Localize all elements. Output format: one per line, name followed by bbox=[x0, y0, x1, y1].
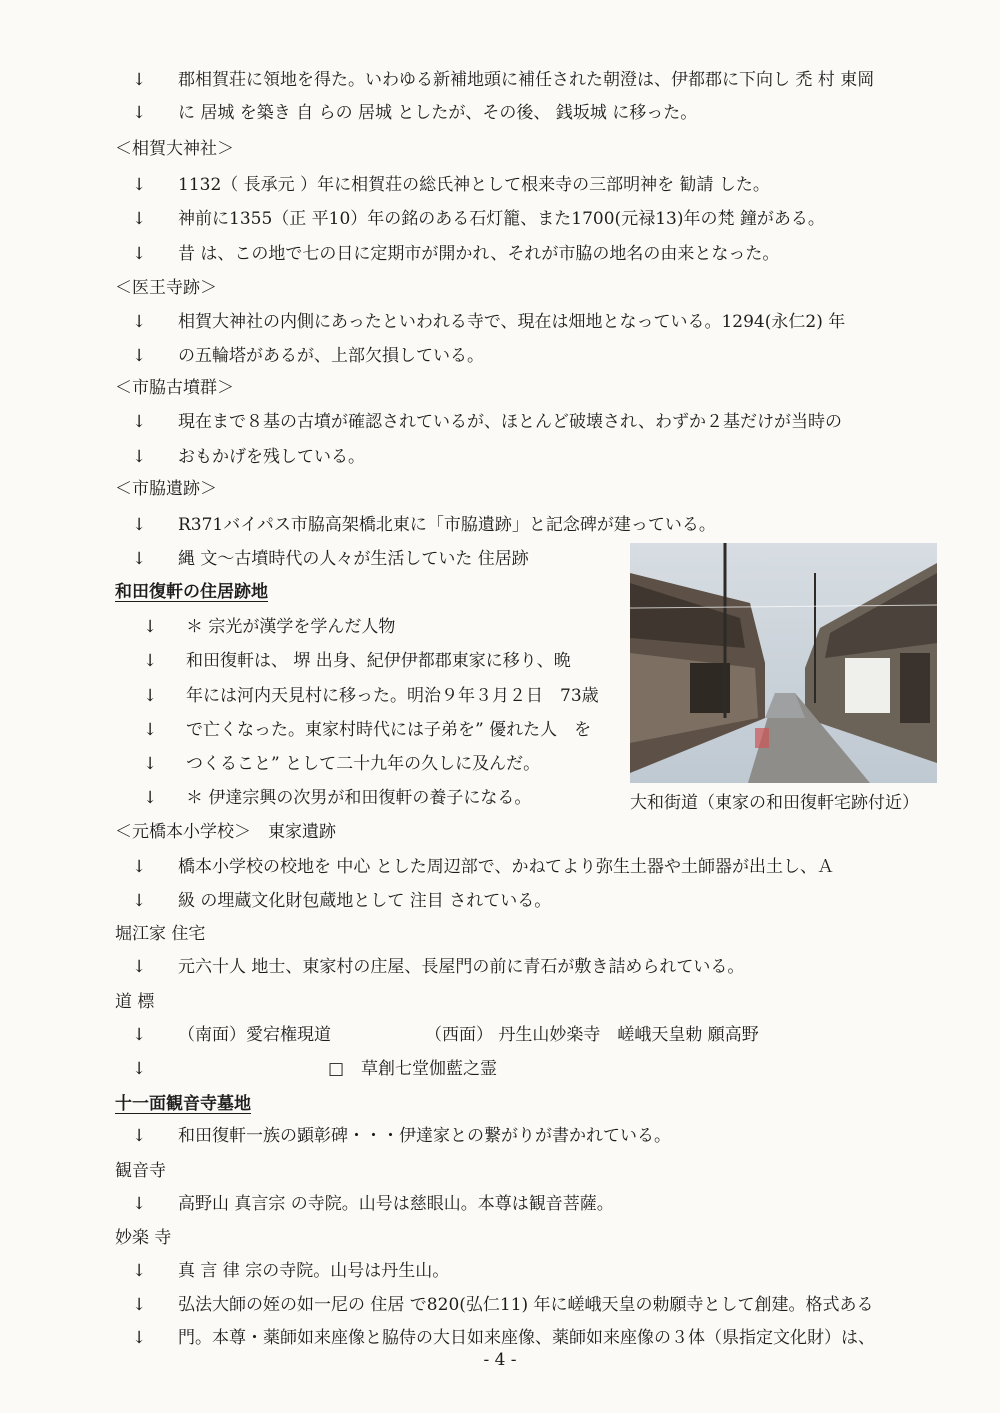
down-arrow-marker: ↓ bbox=[143, 617, 158, 637]
down-arrow-marker: ↓ bbox=[132, 957, 147, 977]
down-arrow-marker: ↓ bbox=[132, 1261, 147, 1281]
text-line bbox=[0, 64, 1000, 97]
down-arrow-marker: ↓ bbox=[132, 103, 147, 123]
text-line bbox=[0, 169, 1000, 202]
text-line bbox=[0, 1255, 1000, 1288]
line-text: 和田復軒は、 堺 出身、紀伊伊都郡東家に移り、晩 bbox=[186, 651, 571, 671]
heading-text: ＜市脇古墳群＞ bbox=[115, 378, 234, 398]
line-text-inscription: □ 草創七堂伽藍之霊 bbox=[328, 1059, 498, 1079]
down-arrow-marker: ↓ bbox=[132, 1194, 147, 1214]
down-arrow-marker: ↓ bbox=[143, 788, 158, 808]
down-arrow-marker: ↓ bbox=[132, 1328, 147, 1348]
line-text: 和田復軒一族の顕彰碑・・・伊達家との繋がりが書かれている。 bbox=[178, 1126, 671, 1146]
down-arrow-marker: ↓ bbox=[132, 70, 147, 90]
heading-text: ＜相賀大神社＞ bbox=[115, 139, 234, 159]
line-text: ＊ 伊達宗興の次男が和田復軒の養子になる。 bbox=[186, 788, 532, 808]
line-text: 神前に1355（正 平10）年の銘のある石灯籠、また1700(元禄13)年の梵 鐘がある。 bbox=[178, 209, 825, 229]
down-arrow-marker: ↓ bbox=[132, 312, 147, 332]
heading-text: ＜医王寺跡＞ bbox=[115, 278, 217, 298]
down-arrow-marker: ↓ bbox=[143, 754, 158, 774]
down-arrow-marker: ↓ bbox=[132, 549, 147, 569]
text-line bbox=[0, 406, 1000, 439]
line-text: 弘法大師の姪の如一尼の 住居 で820(弘仁11) 年に嵯峨天皇の勅願寺として創建。格式ある bbox=[178, 1295, 874, 1315]
line-text: 級 の埋蔵文化財包蔵地として 注目 されている。 bbox=[178, 891, 552, 911]
text-line bbox=[0, 340, 1000, 373]
down-arrow-marker: ↓ bbox=[132, 244, 147, 264]
line-text: に 居城 を築き 自 らの 居城 としたが、その後、 銭坂城 に移った。 bbox=[178, 103, 698, 123]
down-arrow-marker: ↓ bbox=[132, 1126, 147, 1146]
section-heading bbox=[0, 133, 1000, 166]
line-text: 真 言 律 宗の寺院。山号は丹生山。 bbox=[178, 1261, 450, 1281]
section-heading bbox=[0, 986, 1000, 1019]
down-arrow-marker: ↓ bbox=[132, 412, 147, 432]
down-arrow-marker: ↓ bbox=[132, 346, 147, 366]
down-arrow-marker: ↓ bbox=[132, 209, 147, 229]
section-heading bbox=[0, 816, 1000, 849]
heading-text: 妙楽 寺 bbox=[115, 1228, 172, 1248]
text-line bbox=[0, 1053, 1000, 1086]
down-arrow-marker: ↓ bbox=[132, 1025, 147, 1045]
line-text: つくること” として二十九年の久しに及んだ。 bbox=[186, 754, 541, 774]
down-arrow-marker: ↓ bbox=[132, 891, 147, 911]
text-line bbox=[0, 1289, 1000, 1322]
line-text: おもかげを残している。 bbox=[178, 447, 365, 467]
heading-text: ＜市脇遺跡＞ bbox=[115, 479, 217, 499]
down-arrow-marker: ↓ bbox=[132, 175, 147, 195]
text-line bbox=[0, 851, 1000, 884]
text-line bbox=[0, 509, 1000, 542]
section-heading bbox=[0, 1088, 1000, 1121]
line-text: 縄 文～古墳時代の人々が生活していた 住居跡 bbox=[178, 549, 529, 569]
text-line bbox=[0, 885, 1000, 918]
text-line bbox=[0, 238, 1000, 271]
heading-text: 十一面観音寺墓地 bbox=[115, 1094, 251, 1114]
line-text: の五輪塔があるが、上部欠損している。 bbox=[178, 346, 484, 366]
text-line bbox=[0, 203, 1000, 236]
heading-text: 道 標 bbox=[115, 992, 155, 1012]
text-line bbox=[0, 1019, 1000, 1052]
line-text: 元六十人 地士、東家村の庄屋、長屋門の前に青石が敷き詰められている。 bbox=[178, 957, 745, 977]
heading-text: 観音寺 bbox=[115, 1161, 166, 1181]
section-heading bbox=[0, 1155, 1000, 1188]
line-text: 相賀大神社の内側にあったといわれる寺で、現在は畑地となっている。1294(永仁2) 年 bbox=[178, 312, 846, 332]
down-arrow-marker: ↓ bbox=[132, 447, 147, 467]
text-line bbox=[0, 951, 1000, 984]
line-text-second: （西面） 丹生山妙楽寺 嵯峨天皇勅 願高野 bbox=[425, 1025, 759, 1045]
section-heading bbox=[0, 272, 1000, 305]
line-text: ＊ 宗光が漢学を学んだ人物 bbox=[186, 617, 396, 637]
street-photo-image bbox=[630, 543, 937, 783]
down-arrow-marker: ↓ bbox=[143, 720, 158, 740]
section-heading bbox=[0, 1222, 1000, 1255]
text-line bbox=[0, 441, 1000, 474]
line-text: 年には河内天見村に移った。明治９年３月２日 73歳 bbox=[186, 686, 599, 706]
line-text: 昔 は、この地で七の日に定期市が開かれ、それが市脇の地名の由来となった。 bbox=[178, 244, 780, 264]
section-heading bbox=[0, 372, 1000, 405]
down-arrow-marker: ↓ bbox=[143, 651, 158, 671]
line-text: 高野山 真言宗 の寺院。山号は慈眼山。本尊は観音菩薩。 bbox=[178, 1194, 614, 1214]
section-heading bbox=[0, 918, 1000, 951]
line-text: 現在まで８基の古墳が確認されているが、ほとんど破壊され、わずか２基だけが当時の bbox=[178, 412, 843, 432]
down-arrow-marker: ↓ bbox=[143, 686, 158, 706]
line-text: （南面）愛宕権現道 bbox=[178, 1025, 331, 1045]
down-arrow-marker: ↓ bbox=[132, 515, 147, 535]
line-text: で亡くなった。東家村時代には子弟を” 優れた人 を bbox=[186, 720, 592, 740]
line-text: 橋本小学校の校地を 中心 とした周辺部で、かねてより弥生土器や土師器が出土し、Ａ bbox=[178, 857, 835, 877]
line-text: R371バイパス市脇高架橋北東に「市脇遺跡」と記念碑が建っている。 bbox=[178, 515, 716, 535]
page-number: - 4 - bbox=[483, 1350, 517, 1370]
line-text: 門。本尊・薬師如来座像と脇侍の大日如来座像、薬師如来座像の３体（県指定文化財）は、 bbox=[178, 1328, 875, 1348]
heading-text: 堀江家 住宅 bbox=[115, 924, 206, 944]
text-line bbox=[0, 306, 1000, 339]
text-line bbox=[0, 1120, 1000, 1153]
line-text: 1132（ 長承元 ）年に相賀荘の総氏神として根来寺の三部明神を 勧請 した。 bbox=[178, 175, 770, 195]
heading-text: ＜元橋本小学校＞ 東家遺跡 bbox=[115, 822, 336, 842]
line-text: 郡相賀荘に領地を得た。いわゆる新補地頭に補任された朝澄は、伊都郡に下向し 禿 村 東岡 bbox=[178, 70, 875, 90]
section-heading bbox=[0, 473, 1000, 506]
heading-text: 和田復軒の住居跡地 bbox=[115, 582, 268, 602]
down-arrow-marker: ↓ bbox=[132, 1059, 147, 1079]
down-arrow-marker: ↓ bbox=[132, 857, 147, 877]
street-photo bbox=[630, 543, 937, 783]
down-arrow-marker: ↓ bbox=[132, 1295, 147, 1315]
text-line bbox=[0, 97, 1000, 130]
photo-caption: 大和街道（東家の和田復軒宅跡付近） bbox=[630, 793, 919, 813]
text-line bbox=[0, 1188, 1000, 1221]
